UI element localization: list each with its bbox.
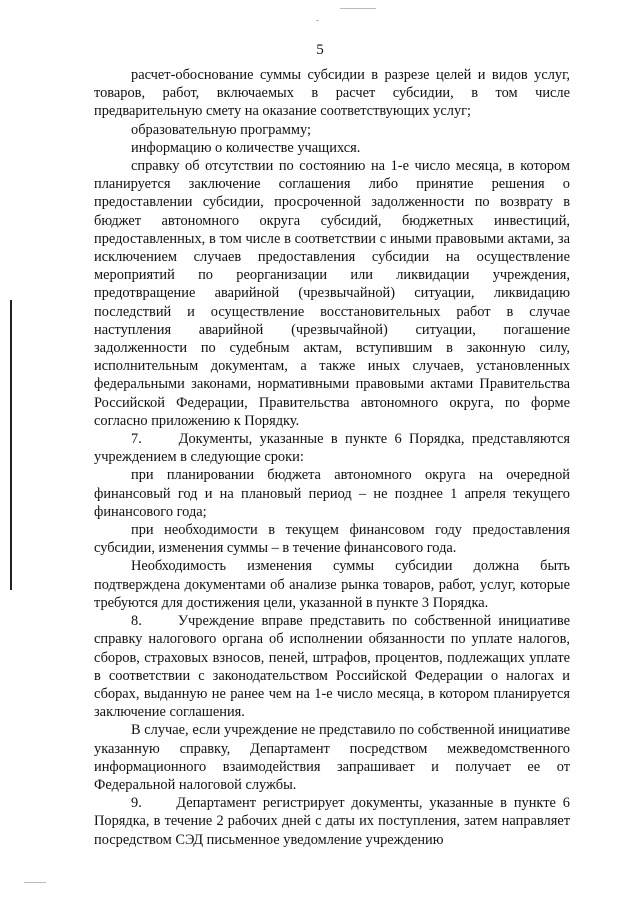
scan-margin-line [10, 300, 12, 590]
paragraph: при необходимости в текущем финансовом году предоставления субсидии, изменения суммы – в течение финансового года. [94, 522, 570, 557]
paragraph: В случае, если учреждение не представило по собственной инициативе указанную справку, Департамент посредством межведомственного информационного взаимодействия запрашивает и получает ее от Федеральной налоговой службы. [94, 722, 570, 793]
paragraph: справку об отсутствии по состоянию на 1-е число месяца, в котором планируется заключение соглашения либо принятие решения о предоставлении субсидии, просроченной задолженности по возврату в бюджет автономного округа субсидий, бюджетных инвестиций, предоставленных, в том числе в соответствии с иными правовыми актами, за исключением случаев предоставления субсидии на осуществление мероприятий по реорганизации или ликвидации учреждения, предотвращение аварийной (чрезвычайной) ситуации, ликвидацию последствий и осуществление восстановительных работ в случае наступления аварийной (чрезвычайной) ситуации, погашение задолженности по судебным актам, вступившим в законную силу, исполнительным документам, а также иных случаев, установленных федеральными законами, нормативными правовыми актами Правительства Российской Федерации, Правительства автономного округа, по форме согласно приложению к Порядку. [94, 158, 570, 429]
paragraph: при планировании бюджета автономного округа на очередной финансовый год и на плановый период – не позднее 1 апреля текущего финансового года; [94, 467, 570, 520]
paragraph: информацию о количестве учащихся. [131, 139, 361, 156]
paragraph: образовательную программу; [131, 121, 311, 138]
scan-artifact [316, 20, 319, 21]
paragraph: 7. Документы, указанные в пункте 6 Порядка, представляются учреждением в следующие сроки: [94, 431, 570, 466]
paragraph: 9. Департамент регистрирует документы, указанные в пункте 6 Порядка, в течение 2 рабочих дней с даты их поступления, затем направляет посредством СЭД письменное уведомление учреждению [94, 795, 570, 848]
paragraph: расчет-обоснование суммы субсидии в разрезе целей и видов услуг, товаров, работ, включаемых в расчет субсидии, в том числе предварительную смету на оказание соответствующих услуг; [94, 67, 570, 120]
scan-artifact [340, 8, 376, 9]
document-body [94, 66, 570, 849]
page-number: 5 [316, 42, 324, 58]
paragraph: 8. Учреждение вправе представить по собственной инициативе справку налогового органа об исполнении обязанности по уплате налогов, сборов, страховых взносов, пеней, штрафов, процентов, подлежащих уплате в соответствии с законодательством Российской Федерации о налогах и сборах, выданную не ранее чем на 1-е число месяца, в котором планируется заключение соглашения. [94, 613, 570, 721]
paragraph: Необходимость изменения суммы субсидии должна быть подтверждена документами об анализе рынка товаров, работ, услуг, которые требуются для достижения цели, указанной в пункте 3 Порядка. [94, 558, 570, 611]
scan-artifact [24, 882, 46, 883]
